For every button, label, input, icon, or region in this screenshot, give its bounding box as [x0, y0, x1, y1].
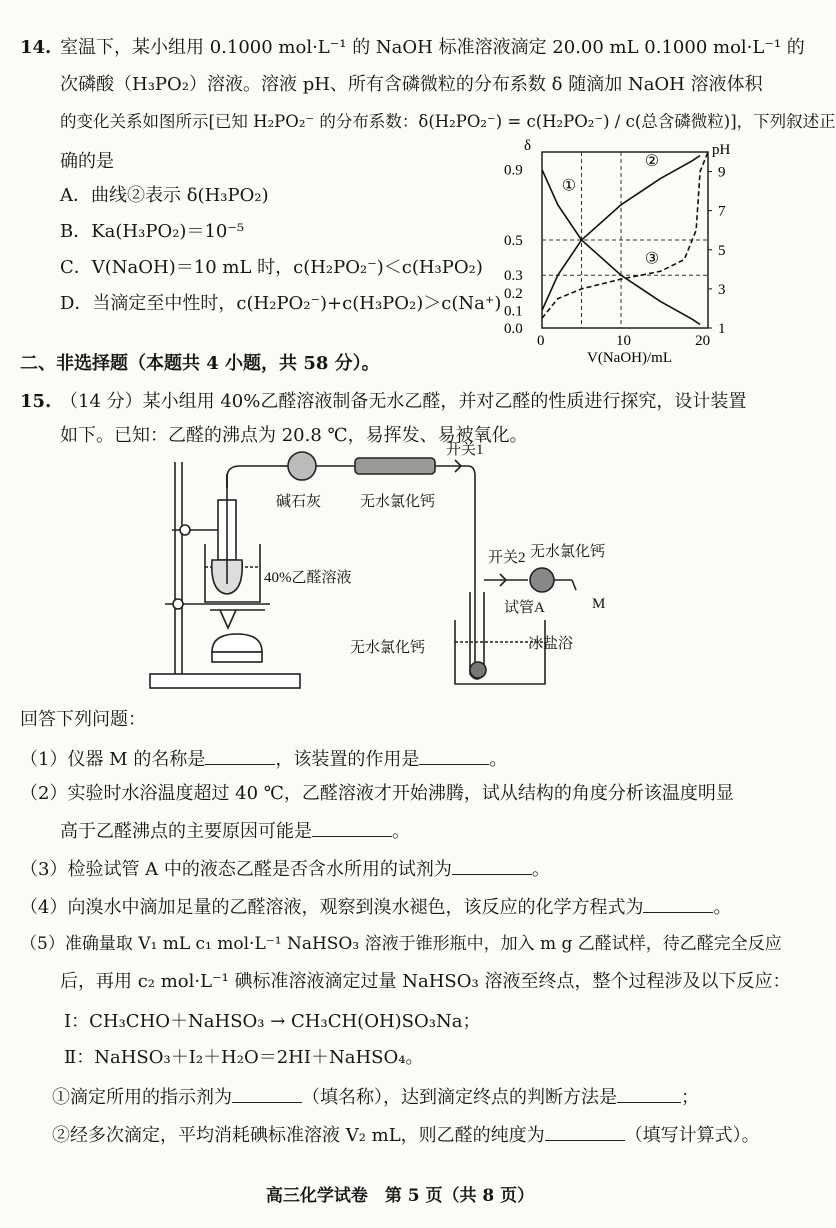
item51-mid: （填名称），达到滴定终点的判断方法是	[302, 1087, 617, 1108]
label-ice-bath: 冰盐浴	[528, 636, 574, 652]
label-soda-lime: 碱石灰	[276, 494, 322, 510]
left-tick-label: 0.0	[504, 321, 523, 337]
q15-item-5a: （5）准确量取 V₁ mL c₁ mol·L⁻¹ NaHSO₃ 溶液于锥形瓶中，加入 m g 乙醛试样，待乙醛完全反应	[20, 934, 782, 954]
q14-option-d: D．当滴定至中性时，c(H₂PO₂⁻)+c(H₃PO₂)＞c(Na⁺)	[60, 293, 502, 314]
q15-item-5-1	[52, 1084, 699, 1110]
item52-pre: ②经多次滴定，平均消耗碘标准溶液 V₂ mL，则乙醛的纯度为	[52, 1125, 545, 1146]
label-cacl2-beaker: 无水氯化钙	[350, 640, 426, 656]
q15-item-2b	[60, 818, 410, 844]
item1-post: 。	[489, 749, 508, 770]
x-tick-label: 10	[616, 333, 632, 349]
x-axis-label: V(NaOH)/mL	[587, 350, 672, 366]
titration-chart	[498, 138, 768, 364]
q14-line3: 的变化关系如图所示[已知 H₂PO₂⁻ 的分布系数：δ(H₂PO₂⁻) = c(H₂PO₂⁻) / c(总含磷微粒)]，下列叙述正	[60, 112, 836, 131]
left-tick-label: 0.3	[504, 268, 523, 285]
label-switch2: 开关2	[488, 550, 526, 566]
reaction-1: Ⅰ：CH₃CHO＋NaHSO₃ → CH₃CH(OH)SO₃Na；	[64, 1011, 481, 1032]
q14-line4: 确的是	[60, 151, 114, 172]
item4-post: 。	[713, 897, 732, 918]
q15-item-4	[20, 894, 731, 920]
right-tick-label: 9	[718, 164, 726, 181]
q15-item-5b: 后，再用 c₂ mol·L⁻¹ 碘标准溶液滴定过量 NaHSO₃ 溶液至终点，整个过程涉及以下反应：	[60, 971, 791, 992]
item1-mid: ，该装置的作用是	[275, 749, 420, 770]
label-solution: 40%乙醛溶液	[264, 570, 352, 586]
answer-blank-4[interactable]	[643, 894, 713, 913]
answer-intro: 回答下列问题：	[20, 709, 146, 730]
series-label-3: ③	[644, 250, 660, 268]
page-footer: 高三化学试卷 第 5 页（共 8 页）	[265, 1186, 535, 1206]
answer-blank-2[interactable]	[312, 818, 392, 837]
item4-pre: （4）向溴水中滴加足量的乙醛溶液，观察到溴水褪色，该反应的化学方程式为	[20, 897, 644, 918]
series-label-1: ①	[561, 177, 577, 195]
q14-option-c: C．V(NaOH)＝10 mL 时，c(H₂PO₂⁻)＜c(H₃PO₂)	[60, 257, 483, 278]
answer-blank-3[interactable]	[452, 856, 532, 875]
q15-item-5-2	[52, 1122, 760, 1148]
item3-post: 。	[531, 859, 550, 880]
q15-line2: 如下。已知：乙醛的沸点为 20.8 ℃，易挥发、易被氧化。	[60, 425, 528, 446]
item51-post: ；	[681, 1087, 699, 1108]
q14-option-a: A．曲线②表示 δ(H₃PO₂)	[60, 185, 269, 206]
answer-blank-1b[interactable]	[419, 746, 489, 765]
q14-line2: 次磷酸（H₃PO₂）溶液。溶液 pH、所有含磷微粒的分布系数 δ 随滴加 NaOH 溶液体积	[60, 74, 763, 95]
q15-item-2a: （2）实验时水浴温度超过 40 ℃，乙醛溶液才开始沸腾，试从结构的角度分析该温度明显	[20, 783, 734, 804]
right-tick-label: 5	[718, 242, 726, 259]
label-switch1: 开关1	[446, 442, 484, 458]
q15-line1: （14 分）某小组用 40%乙醛溶液制备无水乙醛，并对乙醛的性质进行探究，设计装置	[60, 391, 747, 412]
x-tick-label: 0	[537, 333, 545, 349]
item3-pre: （3）检验试管 A 中的液态乙醛是否含水所用的试剂为	[20, 859, 452, 880]
stand-base	[150, 674, 300, 688]
answer-blank-5b[interactable]	[617, 1084, 681, 1103]
label-m: M	[592, 596, 606, 612]
left-tick-label: 0.5	[504, 233, 523, 249]
right-tick-label: 1	[718, 321, 726, 337]
right-tick-label: 7	[718, 203, 726, 220]
answer-blank-1a[interactable]	[205, 746, 275, 765]
q15-item-1	[20, 746, 507, 772]
right-tick-label: 3	[718, 281, 726, 298]
item51-pre: ①滴定所用的指示剂为	[52, 1087, 232, 1108]
reaction-2: Ⅱ：NaHSO₃＋I₂＋H₂O＝2HI＋NaHSO₄。	[64, 1047, 424, 1068]
apparatus-diagram	[150, 442, 620, 702]
item52-post: （填写计算式）。	[624, 1125, 760, 1146]
left-tick-label: 0.1	[504, 303, 523, 320]
q15-item-3	[20, 856, 550, 882]
q14-line1: 室温下，某小组用 0.1000 mol·L⁻¹ 的 NaOH 标准溶液滴定 20.00 mL 0.1000 mol·L⁻¹ 的	[60, 37, 805, 58]
series-label-2: ②	[644, 153, 660, 171]
answer-blank-5a[interactable]	[232, 1084, 302, 1103]
left-tick-label: 0.2	[504, 285, 523, 302]
answer-blank-5c[interactable]	[545, 1122, 625, 1141]
q14-option-b: B．Ka(H₃PO₂)＝10⁻⁵	[60, 221, 245, 242]
x-tick-label: 20	[695, 333, 711, 349]
q15-number: 15.	[20, 391, 52, 412]
item2-pre: 高于乙醛沸点的主要原因可能是	[60, 821, 312, 842]
item2-post: 。	[392, 821, 410, 842]
right-axis-label: pH	[712, 142, 731, 158]
label-cacl2-tube: 无水氯化钙	[360, 494, 436, 510]
label-cacl2-bulb: 无水氯化钙	[530, 544, 606, 560]
left-tick-label: 0.9	[504, 162, 523, 179]
section2-title: 二、非选择题（本题共 4 小题，共 58 分）。	[20, 353, 380, 374]
q14-number: 14.	[20, 37, 52, 58]
label-tube-a: 试管A	[504, 600, 545, 616]
item1-pre: （1）仪器 M 的名称是	[20, 749, 206, 770]
left-axis-label: δ	[524, 138, 532, 154]
